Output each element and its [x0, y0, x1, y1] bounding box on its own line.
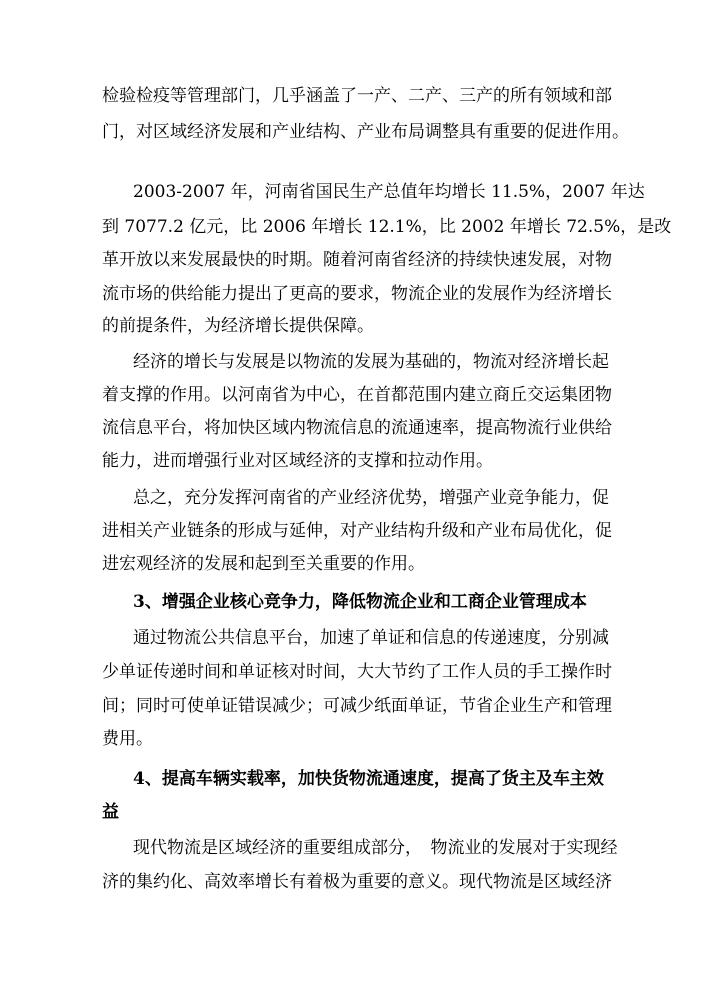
paragraph-4-line-3: 进宏观经济的发展和起到至关重要的作用。 — [102, 554, 425, 574]
paragraph-2-line-4: 流市场的供给能力提出了更高的要求，物流企业的发展作为经济增长 — [102, 284, 612, 304]
section-heading-4-line-2: 益 — [102, 802, 119, 822]
paragraph-2-line-1: 2003-2007 年，河南省国民生产总值年均增长 11.5%，2007 年达 — [133, 182, 645, 202]
paragraph-4-line-2: 进相关产业链条的形成与延伸，对产业结构升级和产业布局优化，促 — [102, 521, 612, 541]
paragraph-1-line-2: 门，对区域经济发展和产业结构、产业布局调整具有重要的促进作用。 — [102, 122, 629, 142]
paragraph-1-line-1: 检验检疫等管理部门，几乎涵盖了一产、二产、三产的所有领域和部 — [102, 86, 612, 106]
paragraph-2-line-2: 到 7077.2 亿元，比 2006 年增长 12.1%，比 2002 年增长 72.5%，是改 — [102, 217, 672, 237]
paragraph-2-line-3: 革开放以来发展最快的时期。随着河南省经济的持续快速发展，对物 — [102, 250, 612, 270]
paragraph-3-line-2: 着支撑的作用。以河南省为中心，在首都范围内建立商丘交运集团物 — [102, 385, 612, 405]
section-heading-3: 3、增强企业核心竞争力，降低物流企业和工商企业管理成本 — [133, 592, 587, 612]
paragraph-2-line-5: 的前提条件，为经济增长提供保障。 — [102, 316, 374, 336]
paragraph-5-line-3: 间；同时可使单证错误减少；可减少纸面单证，节省企业生产和管理 — [102, 696, 612, 716]
paragraph-5-line-4: 费用。 — [102, 729, 153, 749]
paragraph-5-line-2: 少单证传递时间和单证核对时间，大大节约了工作人员的手工操作时 — [102, 662, 612, 682]
paragraph-5-line-1: 通过物流公共信息平台，加速了单证和信息的传递速度，分别减 — [133, 628, 609, 648]
paragraph-6-line-2: 济的集约化、高效率增长有着极为重要的意义。现代物流是区域经济 — [102, 872, 612, 892]
section-heading-4-line-1: 4、提高车辆实载率，加快货物流通速度，提高了货主及车主效 — [133, 769, 604, 789]
paragraph-4-line-1: 总之，充分发挥河南省的产业经济优势，增强产业竞争能力，促 — [133, 488, 609, 508]
paragraph-6-line-1: 现代物流是区域经济的重要组成部分， 物流业的发展对于实现经 — [133, 838, 618, 858]
paragraph-3-line-4: 能力，进而增强行业对区域经济的支撑和拉动作用。 — [102, 451, 493, 471]
paragraph-3-line-3: 流信息平台，将加快区域内物流信息的流通速率，提高物流行业供给 — [102, 418, 612, 438]
paragraph-3-line-1: 经济的增长与发展是以物流的发展为基础的，物流对经济增长起 — [133, 352, 609, 372]
